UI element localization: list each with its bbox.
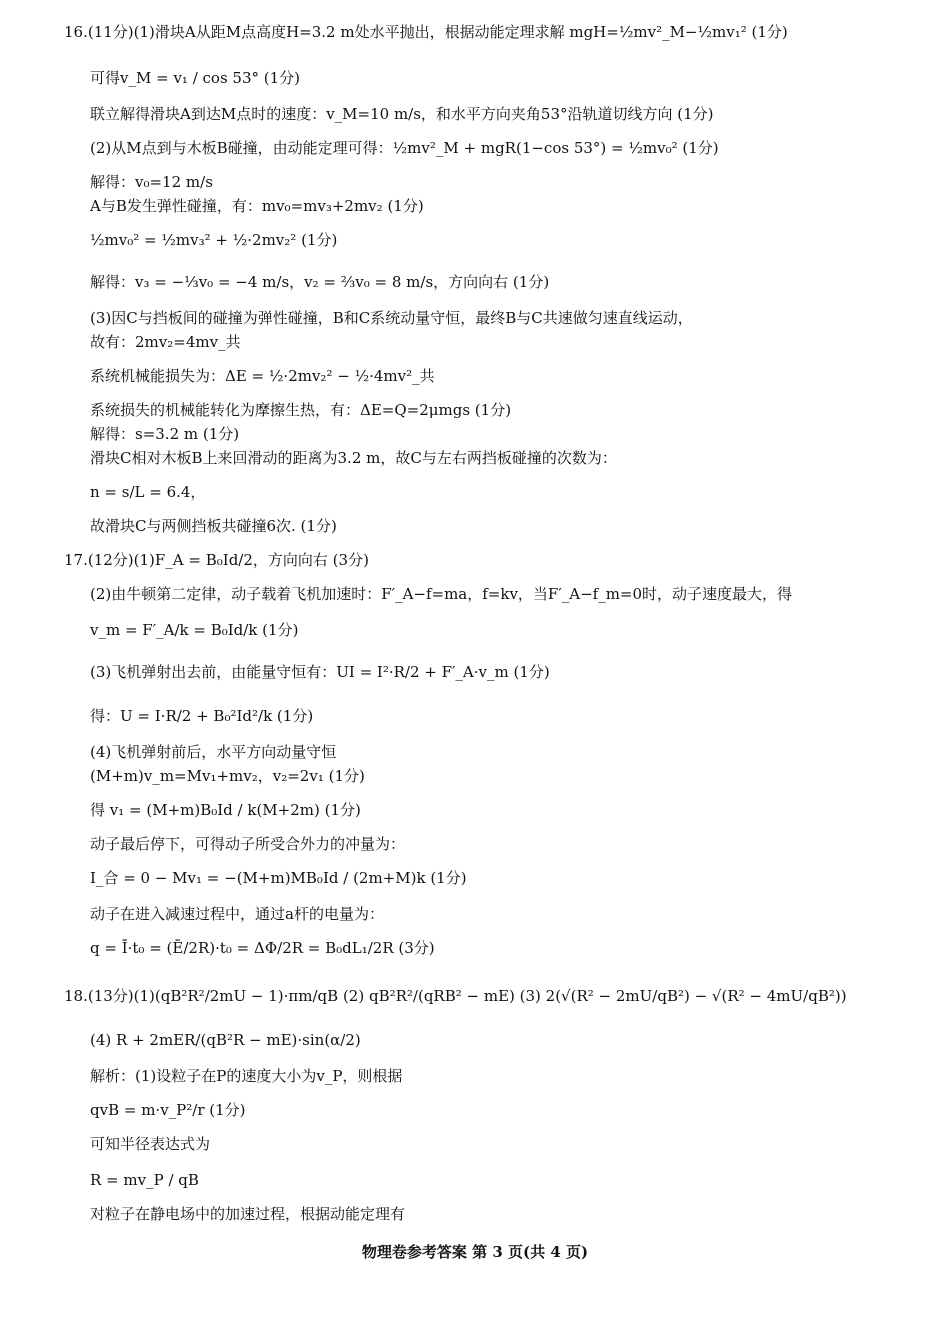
q16-line-7: ½mv₀² = ½mv₃² + ½·2mv₂² (1分) (90, 231, 338, 249)
q17-line-2: (2)由牛顿第二定律，动子载着飞机加速时：F′_A−f=ma，f=kv，当F′_A−f_m=0时，动子速度最大，得 (90, 585, 793, 603)
q16-line-5: 解得：v₀=12 m/s (90, 173, 213, 191)
q18-line-3: 解析：(1)设粒子在P的速度大小为v_P，则根据 (90, 1067, 403, 1085)
q16-line-1: 16.(11分)(1)滑块A从距M点高度H=3.2 m处水平抛出，根据动能定理求解 mgH=½mv²_M−½mv₁² (1分) (64, 23, 788, 41)
q17-line-6: (4)飞机弹射前后，水平方向动量守恒 (90, 743, 337, 761)
q16-line-14: 滑块C相对木板B上来回滑动的距离为3.2 m，故C与左右两挡板碰撞的次数为： (90, 449, 617, 467)
q17-line-8: 得 v₁ = (M+m)B₀Id / k(M+2m) (1分) (90, 801, 361, 819)
q17-line-7: (M+m)v_m=Mv₁+mv₂，v₂=2v₁ (1分) (90, 767, 365, 785)
q17-line-4: (3)飞机弹射出去前，由能量守恒有：UI = I²·R/2 + F′_A·v_m (1分) (90, 663, 550, 681)
q16-line-8: 解得：v₃ = −⅓v₀ = −4 m/s，v₂ = ⅔v₀ = 8 m/s，方向向右 (1分) (90, 273, 550, 291)
q18-line-6: R = mv_P / qB (90, 1171, 199, 1189)
q17-line-3: v_m = F′_A/k = B₀Id/k (1分) (90, 621, 299, 639)
q16-line-16: 故滑块C与两侧挡板共碰撞6次. (1分) (90, 517, 337, 535)
q16-line-11: 系统机械能损失为：ΔE = ½·2mv₂² − ½·4mv²_共 (90, 367, 435, 385)
q17-line-9: 动子最后停下，可得动子所受合外力的冲量为： (90, 835, 406, 853)
q17-line-11: 动子在进入减速过程中，通过a杆的电量为： (90, 905, 384, 923)
q16-line-6: A与B发生弹性碰撞，有：mv₀=mv₃+2mv₂ (1分) (90, 197, 424, 215)
q18-line-4: qvB = m·v_P²/r (1分) (90, 1101, 246, 1119)
q16-line-9: (3)因C与挡板间的碰撞为弹性碰撞，B和C系统动量守恒，最终B与C共速做匀速直线运动， (90, 309, 693, 327)
q17-line-10: I_合 = 0 − Mv₁ = −(M+m)MB₀Id / (2m+M)k (1分) (90, 869, 467, 887)
q18-line-5: 可知半径表达式为 (90, 1135, 211, 1153)
q18-line-7: 对粒子在静电场中的加速过程，根据动能定理有 (90, 1205, 406, 1223)
q18-line-2: (4) R + 2mER/(qB²R − mE)·sin(α/2) (90, 1031, 361, 1049)
q16-line-2: 可得v_M = v₁ / cos 53° (1分) (90, 69, 301, 87)
q16-line-12: 系统损失的机械能转化为摩擦生热，有：ΔE=Q=2μmgs (1分) (90, 401, 512, 419)
q16-line-13: 解得：s=3.2 m (1分) (90, 425, 240, 443)
q16-line-10: 故有：2mv₂=4mv_共 (90, 333, 241, 351)
q17-line-1: 17.(12分)(1)F_A = B₀Id/2，方向向右 (3分) (64, 551, 369, 569)
q18-line-1: 18.(13分)(1)(qB²R²/2mU − 1)·πm/qB (2) qB²R²/(qRB² − mE) (3) 2(√(R² − 2mU/qB²) − √(R² − 4mU/qB²)) (64, 987, 847, 1005)
q16-line-4: (2)从M点到与木板B碰撞，由动能定理可得：½mv²_M + mgR(1−cos 53°) = ½mv₀² (1分) (90, 139, 719, 157)
page-footer: 物理卷参考答案 第 3 页(共 4 页) (361, 1243, 589, 1261)
q16-line-15: n = s/L = 6.4， (90, 483, 206, 501)
q17-line-5: 得：U = I·R/2 + B₀²Id²/k (1分) (90, 707, 314, 725)
q16-line-3: 联立解得滑块A到达M点时的速度：v_M=10 m/s，和水平方向夹角53°沿轨道切线方向 (1分) (90, 105, 714, 123)
q17-line-12: q = Ī·t₀ = (Ē/2R)·t₀ = ΔΦ/2R = B₀dL₁/2R (3分) (90, 939, 435, 957)
